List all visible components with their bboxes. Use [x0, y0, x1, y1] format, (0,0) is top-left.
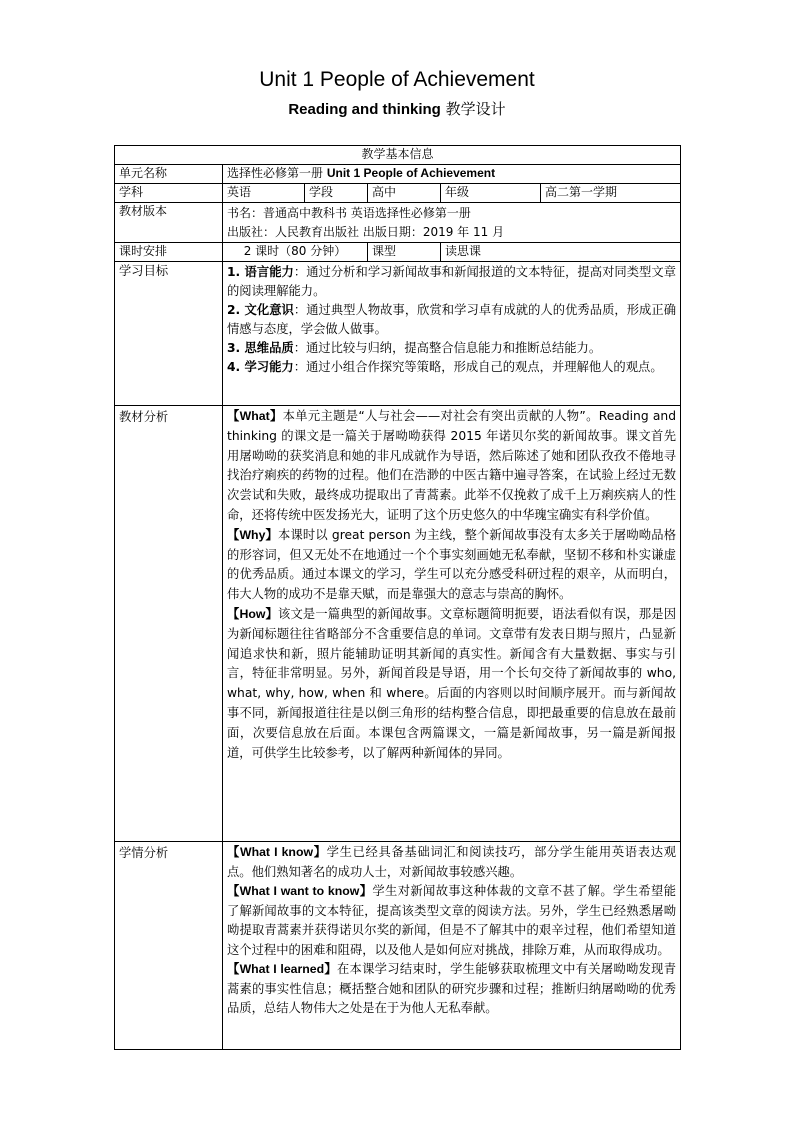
analysis-tag: 【How】	[227, 606, 278, 621]
learner-learned	[227, 960, 676, 1019]
goal-title: 2. 文化意识	[227, 303, 294, 317]
type-value: 读思课	[441, 243, 681, 262]
learner-tag: 【What I want to know】	[227, 884, 373, 898]
grade-value: 高二第一学期	[541, 184, 681, 203]
stage-value: 高中	[368, 184, 441, 203]
learner-text: 学生已经具备基础词汇和阅读技巧，部分学生能用英语表达观点。他们熟知著名的成功人士，对新闻故事较感兴趣。	[227, 845, 676, 879]
lesson-info-table	[114, 145, 681, 1050]
learner-text: 学生对新闻故事这种体裁的文章不甚了解。学生希望能了解新闻故事的文本特征，提高该类型文章的阅读方法。另外，学生已经熟悉屠呦呦提取青蒿素并获得诺贝尔奖的新闻，但是不了解其中的艰辛过程，他们希望知道这个过程中的困难和阻碍，以及他人是如何应对挑战，排除万难，从而取得成功。	[227, 884, 677, 957]
analysis-label: 教材分析	[115, 406, 223, 842]
learner-cell	[223, 842, 681, 1050]
learner-tag: 【What I know】	[227, 845, 327, 859]
stage-label: 学段	[305, 184, 368, 203]
textbook-line-2: 出版社：人民教育出版社 出版日期：2019 年 11 月	[227, 225, 505, 239]
learner-label: 学情分析	[115, 842, 223, 1050]
analysis-tag: 【Why】	[227, 527, 279, 542]
analysis-text: 本课时以 great person 为主线，整个新闻故事没有太多关于屠呦呦品格的形容词，但又无处不在地通过一个个事实刻画她无私奉献，坚韧不移和朴实谦虚的优秀品质。通过本课文的学习，学生可以充分感受科研过程的艰辛，从而明白，伟大人物的成功不是靠天赋，而是靠强大的意志与崇高的胸怀。	[227, 527, 677, 602]
goals-cell	[223, 262, 681, 406]
goal-text: ：通过比较与归纳，提高整合信息能力和推断总结能力。	[293, 341, 602, 355]
subtitle-chinese: 教学设计	[445, 100, 506, 118]
subject-label: 学科	[115, 184, 223, 203]
goal-item	[227, 339, 676, 358]
analysis-why	[227, 526, 676, 605]
schedule-label: 课时安排	[115, 243, 223, 262]
goal-title: 4. 学习能力	[227, 360, 294, 374]
analysis-how	[227, 605, 676, 763]
unit-value-en: Unit 1 People of Achievement	[326, 166, 496, 180]
goal-text: ：通过小组合作探究等策略，形成自己的观点，并理解他人的观点。	[293, 360, 663, 374]
goal-text: ：通过分析和学习新闻故事和新闻报道的文本特征，提高对同类型文章的阅读理解能力。	[227, 265, 677, 298]
goal-text: ：通过典型人物故事，欣赏和学习卓有成就的人的优秀品质，形成正确情感与态度，学会做人做事。	[227, 303, 677, 336]
goal-item	[227, 263, 676, 301]
textbook-value	[223, 203, 681, 243]
analysis-cell	[223, 406, 681, 842]
learner-know	[227, 843, 676, 882]
analysis-text: 本单元主题是“人与社会——对社会有突出贡献的人物”。Reading and thinking 的课文是一篇关于屠呦呦获得 2015 年诺贝尔奖的新闻故事。课文首先用屠呦呦的获奖消息和她的非凡成就作为导语，然后陈述了她和团队孜孜不倦地寻找治疗痢疾的药物的过程。他们在浩渺的中医古籍中遍寻答案，在试验上经过无数次尝试和失败，最终成功提取出了青蒿素。此举不仅挽救了成千上万痢疾病人的性命，还将传统中医发扬光大，证明了这个历史悠久的中华瑰宝确实有科学价值。	[227, 409, 677, 522]
document-title: Unit 1 People of Achievement	[259, 68, 535, 91]
table-header: 教学基本信息	[115, 146, 681, 165]
document-subtitle	[0, 98, 794, 119]
learner-tag: 【What I learned】	[227, 962, 337, 976]
analysis-text: 该文是一篇典型的新闻故事。文章标题简明扼要，语法看似有误，那是因为新闻标题往往省略部分不含重要信息的单词。文章带有发表日期与照片，凸显新闻追求快和新，照片能辅助证明其新闻的真实性。新闻含有大量数据、事实与引言，特征非常明显。另外，新闻首段是导语，用一个长句交待了新闻故事的 who, what, why, how, when 和 where。后面的内容则以时间顺序展开。而与新闻故事不同，新闻报道往往是以倒三角形的结构整合信息，即把最重要的信息放在最前面，次要信息放在后面。本课包含两篇课文，一篇是新闻故事，另一篇是新闻报道，可供学生比较参考，以了解两种新闻体的异同。	[227, 606, 677, 760]
unit-label: 单元名称	[115, 165, 223, 184]
goals-label: 学习目标	[115, 262, 223, 406]
subtitle-english: Reading and thinking	[288, 101, 441, 118]
learner-text: 在本课学习结束时，学生能够获取梳理文中有关屠呦呦发现青蒿素的事实性信息；概括整合她和团队的研究步骤和过程；推断归纳屠呦呦的优秀品质，总结人物伟大之处是在于为他人无私奉献。	[227, 962, 677, 1015]
goal-title: 3. 思维品质	[227, 341, 294, 355]
textbook-line-1: 书名：普通高中教科书 英语选择性必修第一册	[227, 206, 471, 220]
unit-value	[223, 165, 681, 184]
goal-item	[227, 301, 676, 339]
schedule-value: 2 课时（80 分钟）	[223, 243, 368, 262]
goal-title: 1. 语言能力	[227, 265, 294, 279]
grade-label: 年级	[441, 184, 541, 203]
textbook-label: 教材版本	[115, 203, 223, 243]
goal-item	[227, 358, 676, 377]
learner-want	[227, 882, 676, 960]
subject-value: 英语	[223, 184, 305, 203]
analysis-tag: 【What】	[227, 409, 283, 423]
type-label: 课型	[368, 243, 441, 262]
analysis-what	[227, 407, 676, 526]
unit-value-cn: 选择性必修第一册	[227, 166, 324, 180]
